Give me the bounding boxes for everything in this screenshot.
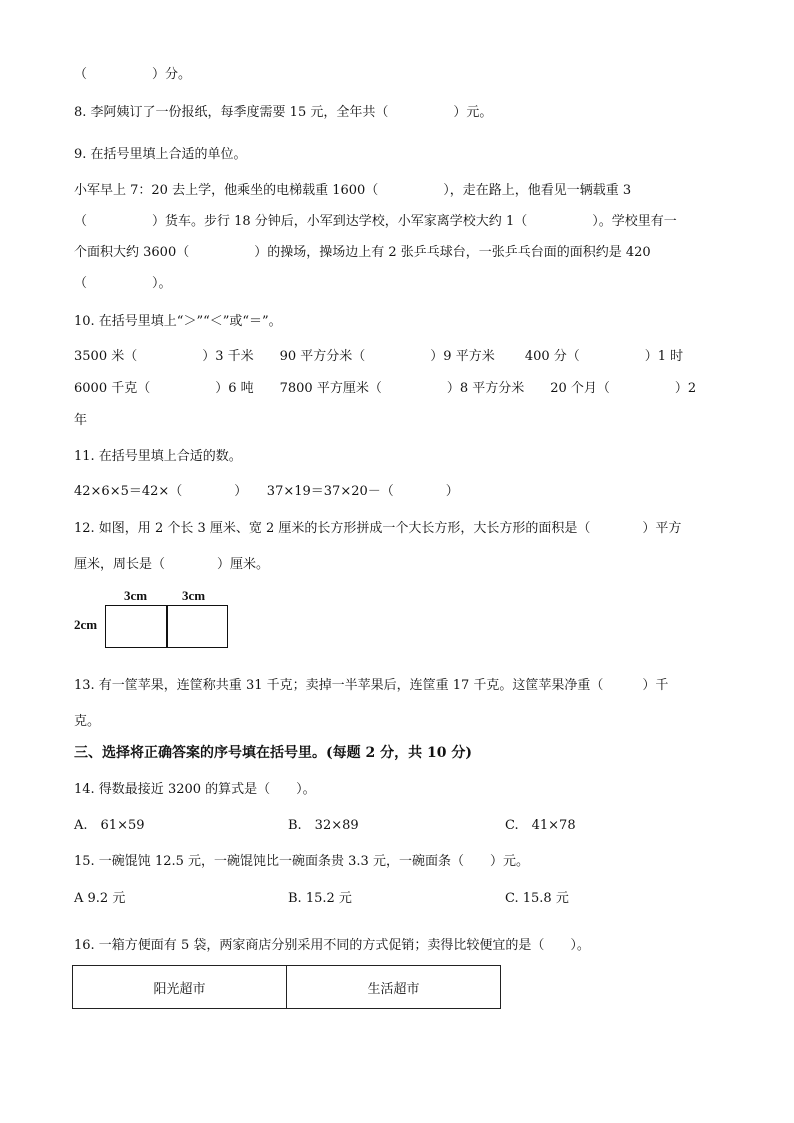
question-9: 9. 在括号里填上合适的单位。 — [74, 147, 247, 162]
question-13-line-1: 13. 有一筐苹果，连筐称共重 31 千克；卖掉一半苹果后，连筐重 17 千克。这筐苹果净重（ ）千 — [74, 678, 669, 693]
question-9-line-3: 个面积大约 3600（ ）的操场，操场边上有 2 张乒乓球台，一张乒乓台面的面积约是 420 — [74, 245, 651, 260]
question-14: 14. 得数最接近 3200 的算式是（ ）。 — [74, 782, 316, 797]
question-9-line-1: 小军早上 7：20 去上学，他乘坐的电梯载重 1600（ ），走在路上，他看见一辆载重 3 — [74, 183, 632, 198]
question-15-option-c: C. 15.8 元 — [505, 891, 569, 906]
section-3-heading: 三、选择将正确答案的序号填在括号里。(每题 2 分，共 10 分) — [74, 745, 472, 761]
question-11-expr: 42×6×5＝42×（ ） 37×19＝37×20－（ ） — [74, 484, 459, 499]
question-15-option-a: A 9.2 元 — [74, 891, 126, 906]
question-13-line-2: 克。 — [74, 714, 101, 729]
store-header-2: 生活超市 — [287, 966, 501, 1009]
question-10-row-1: 3500 米（ ）3 千米 90 平方分米（ ）9 平方米 400 分（ ）1 时 — [74, 349, 684, 364]
figure-height-label: 2cm — [74, 617, 98, 632]
text-line: （ ）分。 — [74, 67, 192, 82]
question-10-row-3: 年 — [74, 413, 88, 428]
question-10-row-2: 6000 千克（ ）6 吨 7800 平方厘米（ ）8 平方分米 20 个月（ ）2 — [74, 381, 697, 396]
question-10: 10. 在括号里填上“＞”“＜”或“＝”。 — [74, 314, 282, 329]
question-15-option-b: B. 15.2 元 — [288, 891, 352, 906]
question-14-option-c: C. 41×78 — [505, 818, 576, 833]
question-8: 8. 李阿姨订了一份报纸，每季度需要 15 元，全年共（ ）元。 — [74, 105, 493, 120]
rectangle-left — [105, 605, 168, 648]
store-header-1: 阳光超市 — [73, 966, 287, 1009]
question-12-line-1: 12. 如图，用 2 个长 3 厘米、宽 2 厘米的长方形拼成一个大长方形，大长方形的面积是（ ）平方 — [74, 521, 682, 536]
question-14-option-b: B. 32×89 — [288, 818, 359, 833]
question-15: 15. 一碗馄饨 12.5 元，一碗馄饨比一碗面条贵 3.3 元，一碗面条（ ）元。 — [74, 854, 529, 869]
question-16: 16. 一箱方便面有 5 袋，两家商店分别采用不同的方式促销；卖得比较便宜的是（ ）。 — [74, 938, 590, 953]
question-9-line-2: （ ）货车。步行 18 分钟后，小军到达学校，小军家离学校大约 1（ ）。学校里有一 — [74, 214, 677, 229]
question-14-option-a: A. 61×59 — [74, 818, 145, 833]
question-9-line-4: （ ）。 — [74, 276, 172, 291]
question-11: 11. 在括号里填上合适的数。 — [74, 449, 242, 464]
question-12-line-2: 厘米，周长是（ ）厘米。 — [74, 557, 270, 572]
figure-width-label-2: 3cm — [182, 588, 206, 603]
rectangle-right — [166, 605, 228, 648]
store-table — [72, 965, 501, 1009]
figure-width-label-1: 3cm — [124, 588, 148, 603]
